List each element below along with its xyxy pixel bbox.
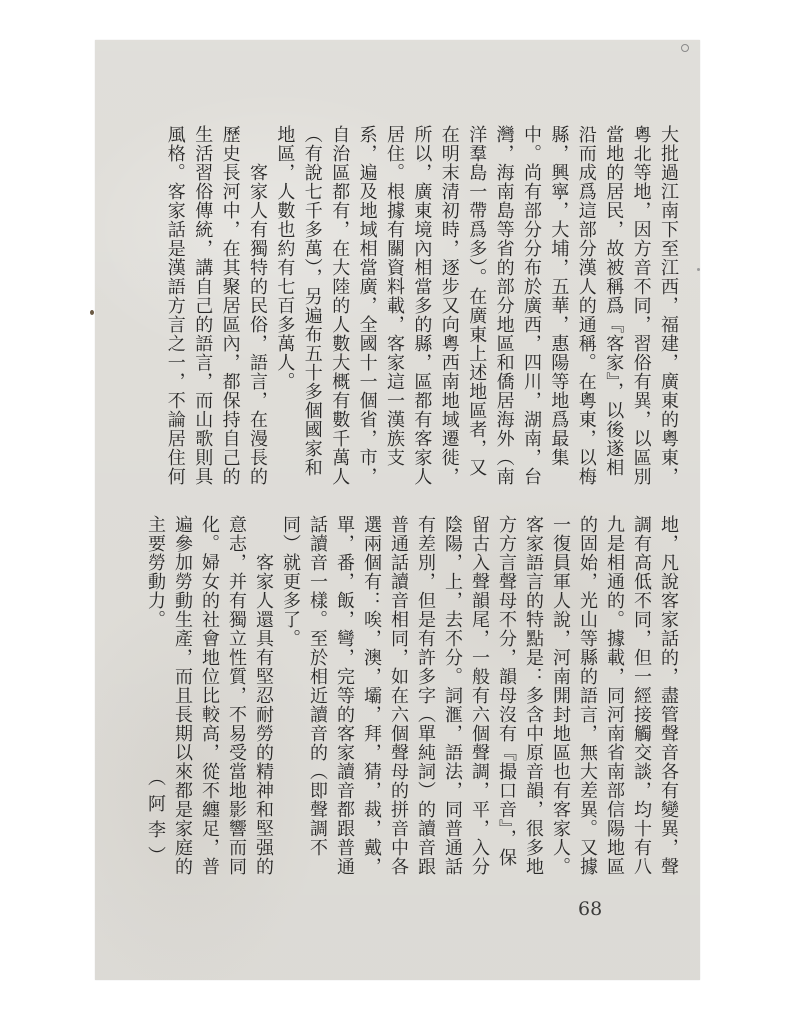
text-column: 調有高低不同，但一經接觸交談，均十有八	[631, 515, 652, 876]
text-column: 九是相通的。據載，同河南省南部信陽地區	[604, 515, 625, 876]
ink-speck	[90, 310, 94, 315]
text-column: 遍參加勞動生產，而且長期以來都是家庭的	[172, 515, 193, 876]
author-byline: （阿李）	[145, 768, 166, 872]
text-column: 粵北等地，因方音不同，習俗有異，以區別	[630, 125, 652, 486]
text-column: 一復員軍人說，河南開封地區也有客家人。	[550, 515, 571, 876]
text-column: 灣，海南島等省的部分地區和僑居海外（南	[493, 125, 515, 486]
ink-speck	[681, 44, 689, 52]
paragraph-start-column: 客家人還具有堅忍耐勞的精神和堅强的	[253, 553, 274, 876]
text-column: 所以，廣東境內相當多的縣，區都有客家人	[411, 125, 433, 486]
text-column: 話讀音一樣。至於相近讀音的（即聲調不	[307, 515, 328, 857]
ink-speck	[697, 268, 700, 271]
text-column: 同）就更多了。	[280, 515, 301, 648]
text-column: 系，遍及地域相當廣，全國十一個省，市，	[356, 125, 378, 486]
text-column: 陰陽，上，去不分。詞滙，語法，同普通話	[442, 515, 463, 876]
text-column: 風格。客家話是漢語方言之一，不論居住何	[164, 125, 186, 486]
text-column: 意志，并有獨立性質，不易受當地影響而同	[226, 515, 247, 876]
text-column: 單，番，飯，彎，完等的客家讀音都跟普通	[334, 515, 355, 876]
paragraph-start-column: 客家人有獨特的民俗，語言，在漫長的	[247, 163, 268, 486]
text-column: 的固始，光山等縣的語言，無大差異。又據	[577, 515, 598, 876]
text-column: 歷史長河中，在其聚居區內，都保持自己的	[219, 125, 241, 486]
text-column: 洋羣島一帶爲多）。在廣東上述地區者，又	[466, 125, 488, 477]
text-column: 地區，人數也約有七百多萬人。	[274, 125, 296, 391]
text-column: 生活習俗傳統，講自己的語言，而山歌則具	[192, 125, 214, 486]
text-column: （有說七千多萬），另遍布五十多個國家和	[301, 125, 323, 477]
text-column: 方方言聲母不分，韻母沒有『撮口音』，保	[496, 515, 517, 867]
text-column: 沿而成爲這部分漢人的通稱。在粵東，以梅	[575, 125, 597, 486]
text-column: 留古入聲韻尾，一般有六個聲調，平，入分	[469, 515, 490, 876]
text-column: 化。婦女的社會地位比較高，從不纏足，普	[199, 515, 220, 876]
text-column: 普通話讀音相同，如在六個聲母的拼音中各	[388, 515, 409, 876]
text-column: 自治區都有，在大陸的人數大概有數千萬人	[329, 125, 351, 486]
text-column: 地，凡說客家話的，盡管聲音各有變異，聲	[658, 515, 679, 876]
text-column: 選兩個有：唉，澳，壩，拜，猜，裁，戴，	[361, 515, 382, 876]
text-column: 中。尚有部分分布於廣西，四川，湖南，台	[521, 125, 542, 486]
text-column: 在明末清初時，逐步又向粵西南地域遷徙，	[438, 125, 460, 486]
text-column: 客家語言的特點是：多含中原音韻，很多地	[523, 515, 544, 876]
text-column: 大批過江南下至江西，福建，廣東的粵東，	[658, 125, 679, 486]
text-column: 居住。根據有關資料載，客家這一漢族支	[384, 125, 405, 467]
text-column: 當地的居民，故被稱爲『客家』，以後遂相	[603, 125, 625, 477]
text-column: 縣，興寧，大埔，五華，惠陽等地爲最集	[548, 125, 570, 467]
text-column: 主要勞動力。	[145, 515, 166, 629]
text-column: 有差別，但是有許多字（單純詞）的讀音跟	[415, 515, 436, 876]
page-number: 68	[578, 898, 603, 920]
